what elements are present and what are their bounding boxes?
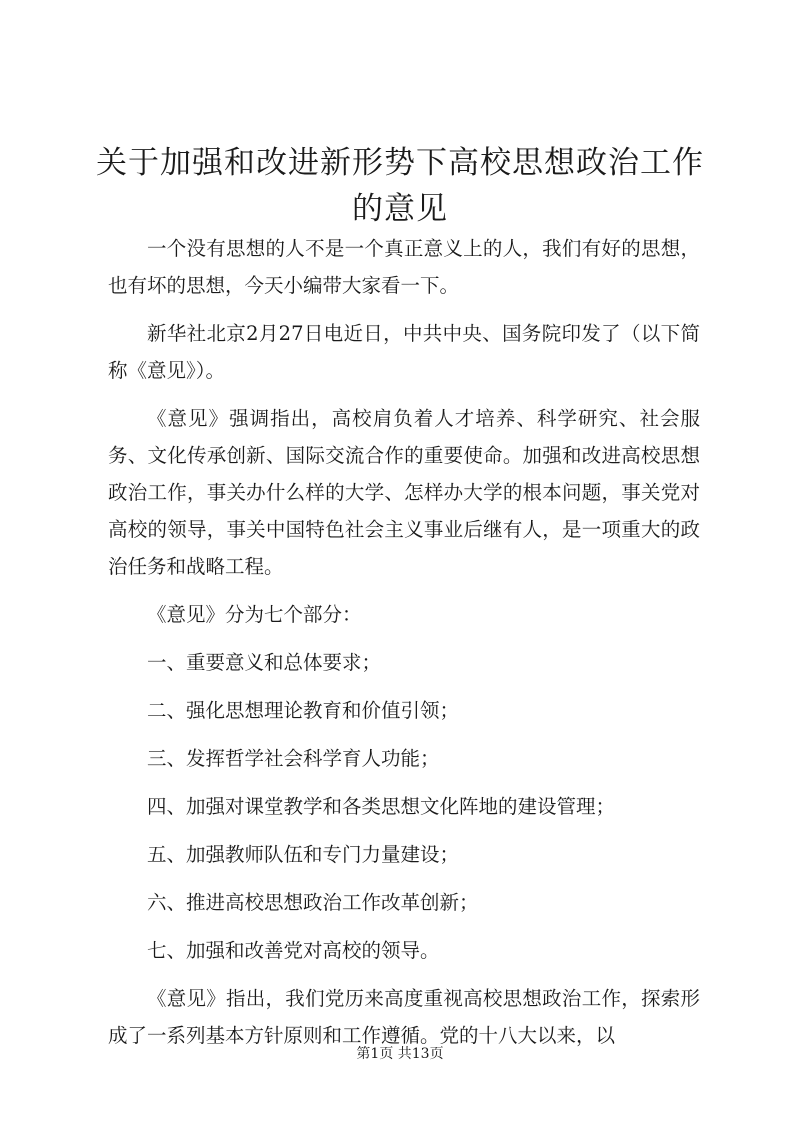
list-item-part-2: 二、强化思想理论教育和价值引领； (147, 699, 460, 722)
list-item-part-7: 七、加强和改善党对高校的领导。 (147, 939, 440, 962)
paragraph-guidelines: 《意见》指出，我们党历来高度重视高校思想政治工作，探索形成了一系列基本方针原则和工作遵循。党的十八大以来，以 (108, 987, 700, 1047)
document-body (108, 230, 700, 1065)
list-item-part-5: 五、加强教师队伍和专门力量建设； (147, 843, 460, 866)
page-number: 第1页 共13页 (356, 1046, 444, 1062)
list-item-part-3: 三、发挥哲学社会科学育人功能； (147, 747, 440, 770)
document-title: 关于加强和改进新形势下高校思想政治工作的意见 (96, 145, 704, 227)
paragraph-news-source: 新华社北京2月27日电近日，中共中央、国务院印发了（以下简称《意见》）。 (108, 322, 700, 382)
list-item-part-1: 一、重要意义和总体要求； (147, 651, 382, 674)
paragraph-structure-intro: 《意见》分为七个部分： (147, 603, 362, 626)
paragraph-significance: 《意见》强调指出，高校肩负着人才培养、科学研究、社会服务、文化传承创新、国际交流合作的重要使命。加强和改进高校思想政治工作，事关办什么样的大学、怎样办大学的根本问题，事关党对高校的领导，事关中国特色社会主义事业后继有人，是一项重大的政治任务和战略工程。 (108, 407, 700, 578)
list-item-part-4: 四、加强对课堂教学和各类思想文化阵地的建设管理； (147, 795, 616, 818)
list-item-part-6: 六、推进高校思想政治工作改革创新； (147, 891, 479, 914)
page-footer (0, 1044, 800, 1064)
paragraph-intro: 一个没有思想的人不是一个真正意义上的人，我们有好的思想，也有坏的思想，今天小编带大家看一下。 (108, 237, 700, 297)
